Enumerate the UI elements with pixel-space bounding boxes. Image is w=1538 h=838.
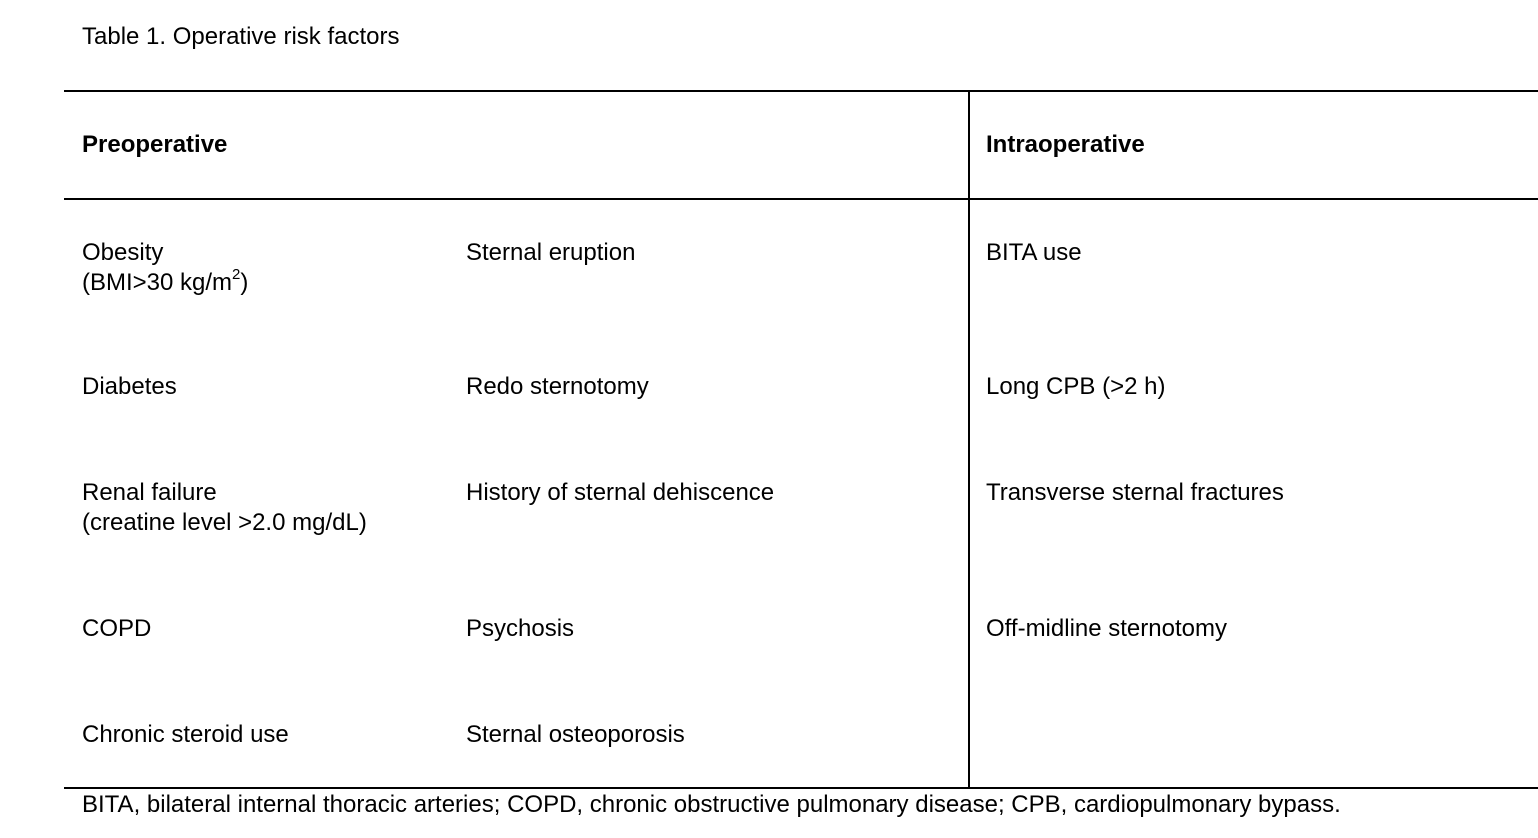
cell-line (82, 268, 248, 298)
cell-preoperative-b: Redo sternotomy (466, 373, 649, 400)
cell-intraoperative: BITA use (986, 239, 1082, 266)
table-bottom-rule (64, 787, 1538, 789)
cell-preoperative-a: Diabetes (82, 373, 177, 400)
cell-intraoperative: Long CPB (>2 h) (986, 373, 1166, 400)
column-divider (968, 91, 970, 788)
cell-preoperative-a: Chronic steroid use (82, 721, 289, 748)
header-preoperative: Preoperative (82, 131, 228, 158)
cell-preoperative-a: COPD (82, 615, 152, 642)
cell-line: Renal failure (82, 479, 217, 506)
table-top-rule (64, 90, 1538, 92)
cell-preoperative-b: Sternal osteoporosis (466, 721, 685, 748)
table-header-rule (64, 198, 1538, 200)
superscript: 2 (232, 266, 241, 283)
cell-intraoperative: Transverse sternal fractures (986, 479, 1284, 506)
table-footnote: BITA, bilateral internal thoracic arteries; COPD, chronic obstructive pulmonary disease; CPB, cardiopulmonary bypass. (82, 791, 1341, 818)
cell-line: (creatine level >2.0 mg/dL) (82, 509, 367, 536)
cell-line: Obesity (82, 239, 164, 266)
cell-preoperative-b: Psychosis (466, 615, 575, 642)
cell-text: ) (240, 269, 249, 296)
cell-preoperative-b: History of sternal dehiscence (466, 479, 775, 506)
table-caption: Table 1. Operative risk factors (82, 23, 400, 50)
cell-preoperative-a (82, 478, 367, 538)
cell-preoperative-b: Sternal eruption (466, 239, 636, 266)
cell-text: (BMI>30 kg/m (82, 269, 233, 296)
cell-intraoperative: Off-midline sternotomy (986, 615, 1227, 642)
cell-preoperative-a (82, 238, 248, 298)
header-intraoperative: Intraoperative (986, 131, 1145, 158)
